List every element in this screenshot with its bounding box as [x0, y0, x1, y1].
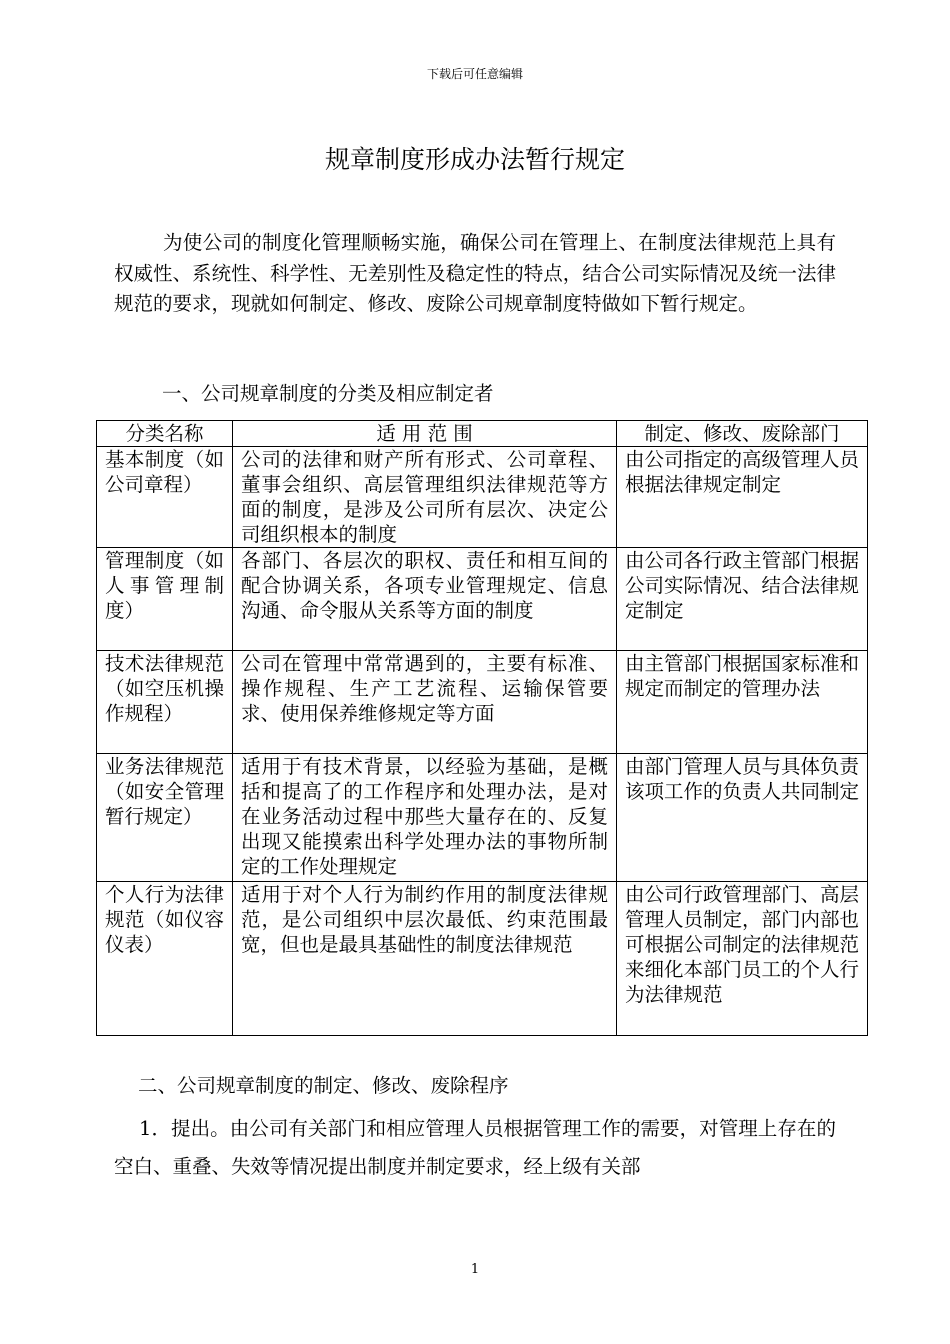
page-number: 1 [470, 1262, 480, 1277]
cell-maker: 由公司各行政主管部门根据公司实际情况、结合法律规定制定 [617, 548, 868, 651]
cell-category: 基本制度（如公司章程） [97, 447, 233, 548]
rules-category-table [96, 420, 868, 1036]
cell-maker: 由公司行政管理部门、高层管理人员制定，部门内部也可根据公司制定的法律规范来细化本部门员工的个人行为法律规范 [617, 882, 868, 1036]
cell-scope: 各部门、各层次的职权、责任和相互间的配合协调关系，各项专业管理规定、信息沟通、命令服从关系等方面的制度 [233, 548, 617, 651]
cell-scope: 适用于有技术背景，以经验为基础，是概括和提高了的工作程序和处理办法，是对在业务活动过程中那些大量存在的、反复出现又能摸索出科学处理办法的事物所制定的工作处理规定 [233, 754, 617, 882]
section-2-heading: 二、公司规章制度的制定、修改、废除程序 [138, 1074, 509, 1097]
header-note: 下载后可任意编辑 [426, 67, 523, 81]
cell-maker: 由部门管理人员与具体负责该项工作的负责人共同制定 [617, 754, 868, 882]
header-category: 分类名称 [97, 421, 233, 447]
cell-category: 个人行为法律规范（如仪容仪表） [97, 882, 233, 1036]
table-header-row [97, 421, 868, 447]
table-row [97, 754, 868, 882]
cell-maker: 由公司指定的高级管理人员根据法律规定制定 [617, 447, 868, 548]
header-maker: 制定、修改、废除部门 [617, 421, 868, 447]
cell-scope: 适用于对个人行为制约作用的制度法律规范，是公司组织中层次最低、约束范围最宽，但也是最具基础性的制度法律规范 [233, 882, 617, 1036]
header-scope: 适 用 范 围 [233, 421, 617, 447]
cell-category: 管理制度（如人事管理制度） [97, 548, 233, 651]
table-row [97, 651, 868, 754]
cell-maker: 由主管部门根据国家标准和规定而制定的管理办法 [617, 651, 868, 754]
intro-paragraph: 为使公司的制度化管理顺畅实施，确保公司在管理上、在制度法律规范上具有权威性、系统性、科学性、无差别性及稳定性的特点，结合公司实际情况及统一法律规范的要求，现就如何制定、修改、废除公司规章制度特做如下暂行规定。 [114, 231, 836, 315]
cell-category: 技术法律规范（如空压机操作规程） [97, 651, 233, 754]
section-1-heading: 一、公司规章制度的分类及相应制定者 [162, 382, 494, 405]
table-row [97, 447, 868, 548]
cell-category: 业务法律规范（如安全管理暂行规定） [97, 754, 233, 882]
step-1-paragraph: 1．提出。由公司有关部门和相应管理人员根据管理工作的需要，对管理上存在的空白、重叠、失效等情况提出制度并制定要求，经上级有关部 [114, 1117, 836, 1178]
table-row [97, 882, 868, 1036]
table-row [97, 548, 868, 651]
cell-scope: 公司在管理中常常遇到的，主要有标准、操作规程、生产工艺流程、运输保管要求、使用保养维修规定等方面 [233, 651, 617, 754]
cell-scope: 公司的法律和财产所有形式、公司章程、董事会组织、高层管理组织法律规范等方面的制度，是涉及公司所有层次、决定公司组织根本的制度 [233, 447, 617, 548]
document-title: 规章制度形成办法暂行规定 [324, 145, 625, 174]
